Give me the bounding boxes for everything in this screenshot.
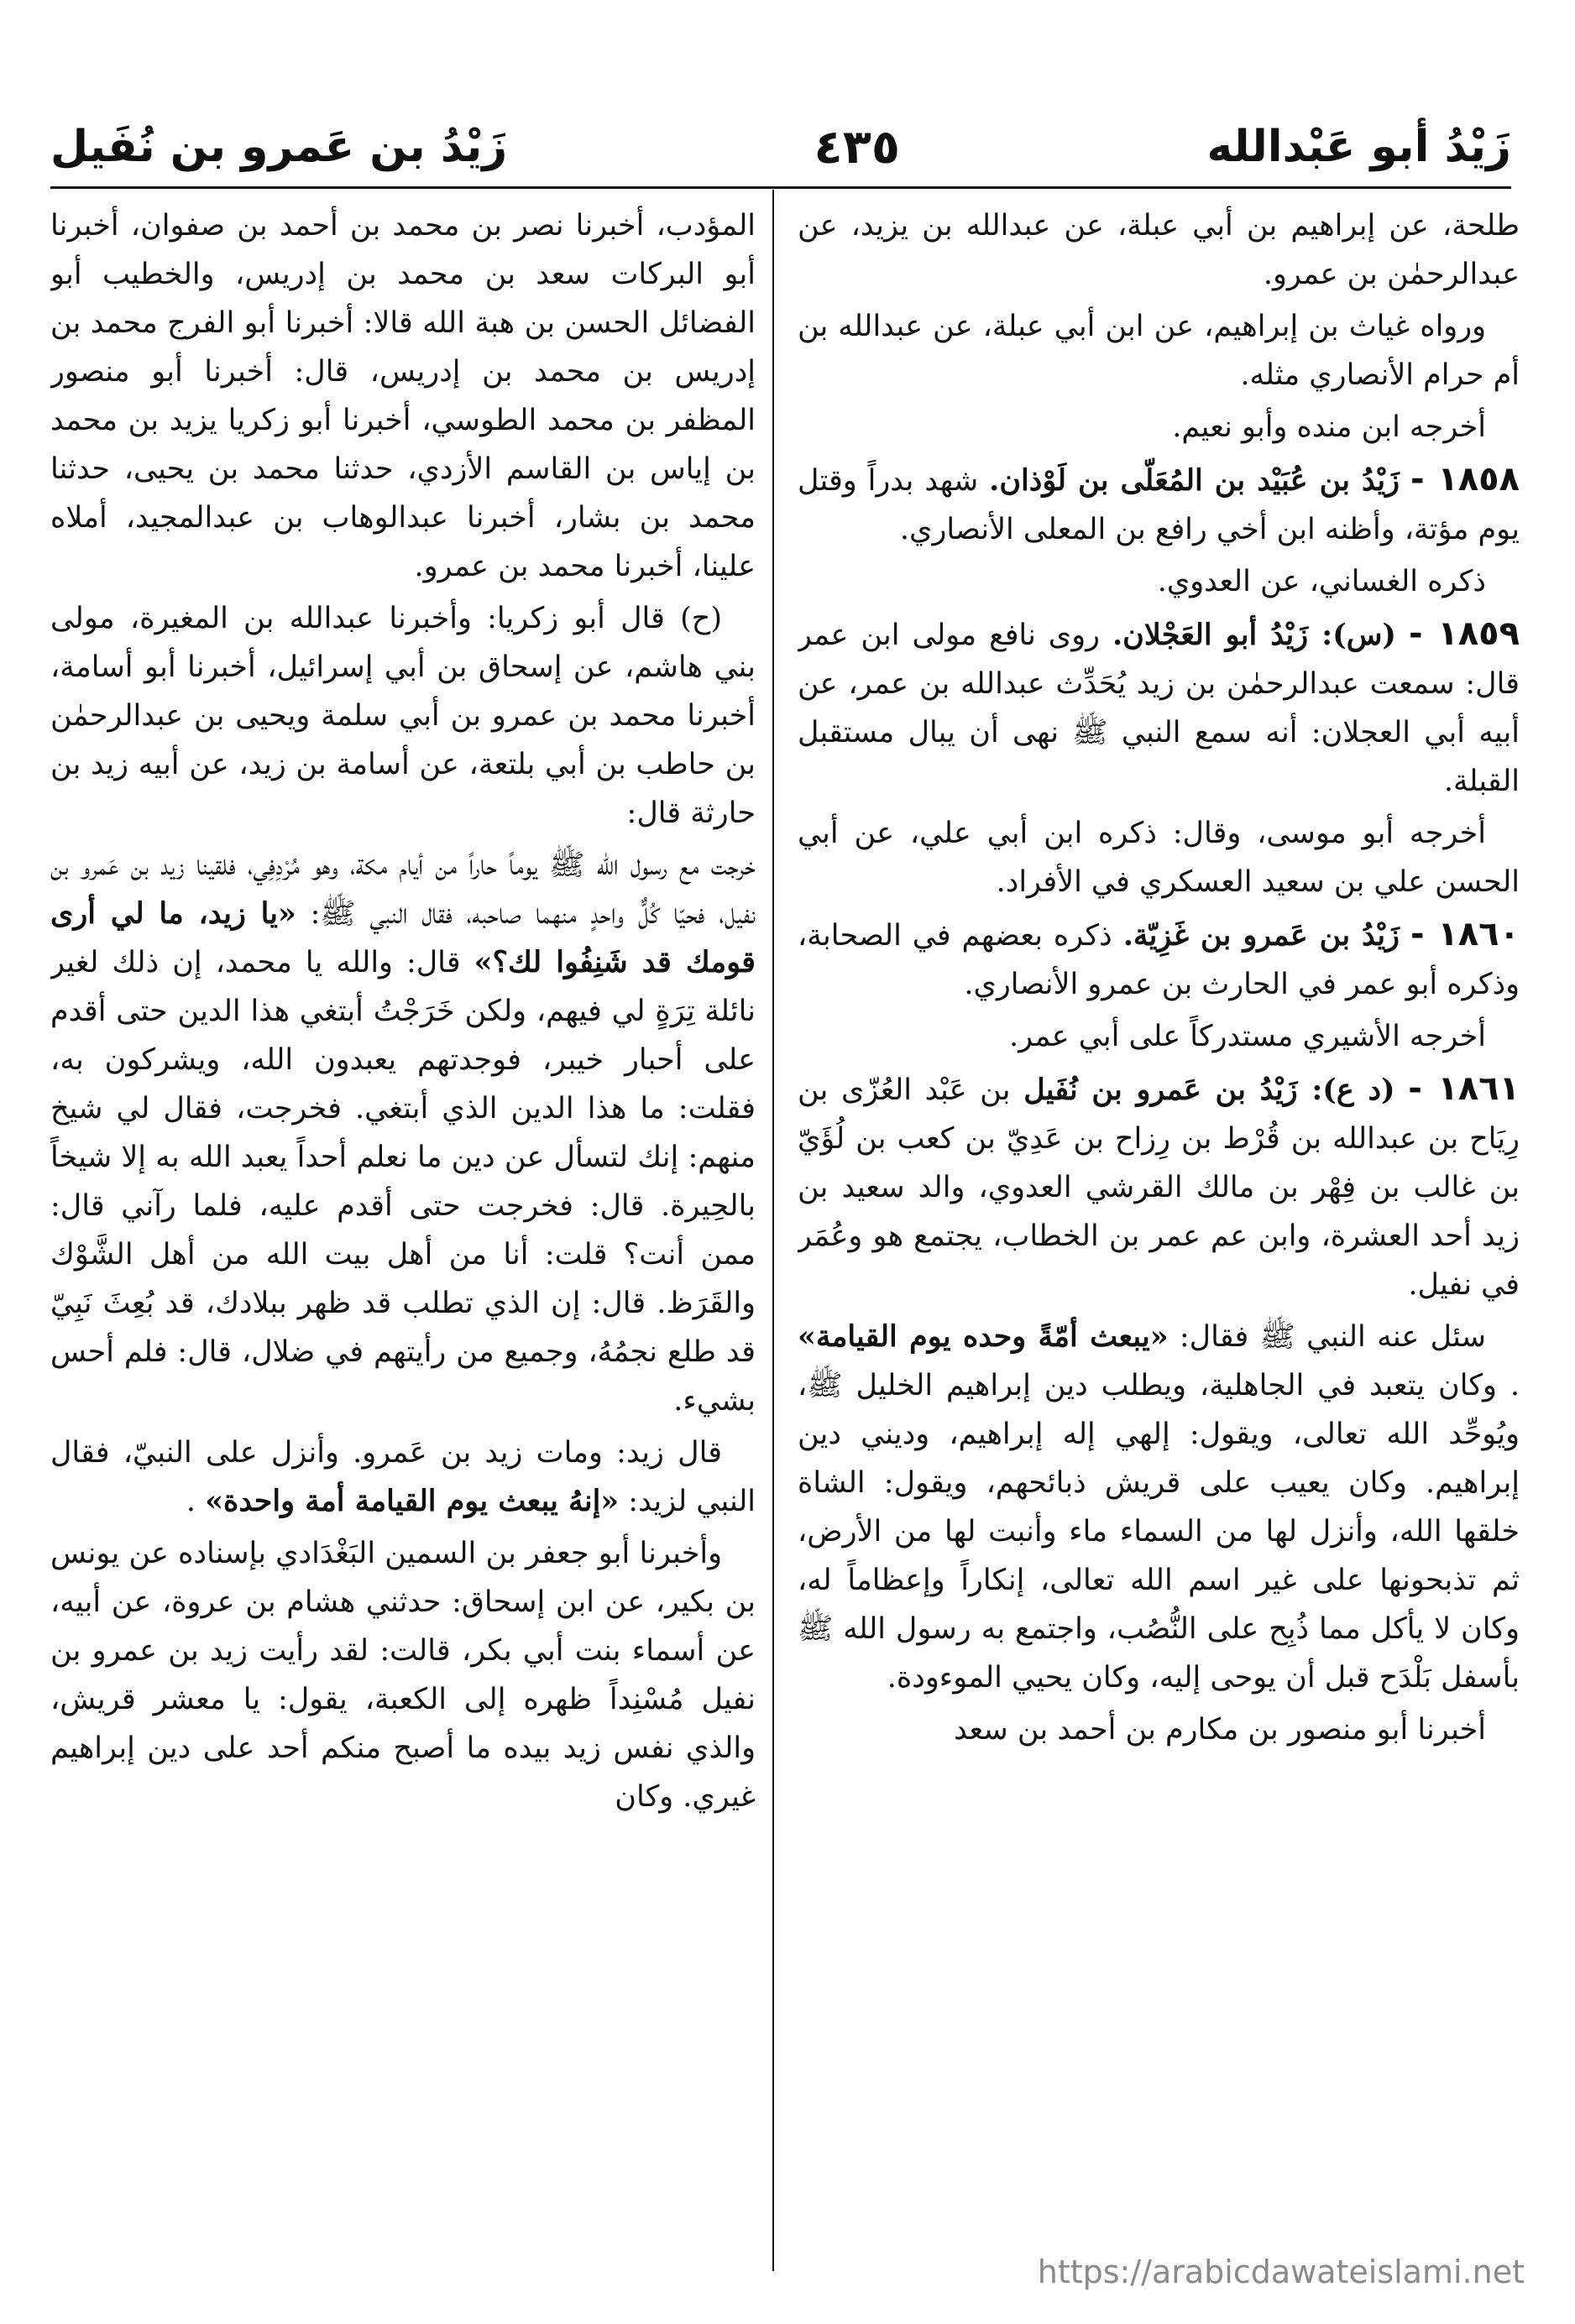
hadith-quote: «يبعث أمّةً وحده يوم القيامة»: [798, 1319, 1169, 1354]
page-number: ٤٣٥: [814, 119, 901, 175]
entry-1860: [798, 910, 1520, 1009]
paragraph: وأخبرنا أبو جعفر بن السمين البَغْدَادي بإسناده عن يونس بن بكير، عن ابن إسحاق: حدثني هشام بن عروة، عن أبيه، عن أسماء بنت أبي بكر، قالت: لقد رأيت زيد بن عمرو بن نفيل مُسْنِداً ظهره إلى الكعبة، يقول: يا معشر قريش، والذي نفس زيد بيده ما أصبح منكم أحد على دين إبراهيم غيري. وكان: [50, 1537, 756, 1814]
text-run: قال: والله يا محمد، إن ذلك لغير نائلة تِرَةٍ لي فيهم، ولكن خَرَجْتُ أبتغي هذا الدين حتى أقدم على أحبار خيبر، فوجدتهم يعبدون الله، ويشركون به، فقلت: ما هذا الدين الذي أبتغي. فخرجت، فقال لي شيخ منهم: إنك لتسأل عن دين ما نعلم أحداً يعبد الله به إلا شيخاً بالحِيرة. قال: فخرجت حتى أقدم عليه، فلما رآني قال: ممن أنت؟ قلت: أنا من أهل بيت الله من أهل الشَّوْك والقَرَظ. قال: إن الذي تطلب قد ظهر ببلادك، قد بُعِثَ نَبِيّ قد طلع نجمُهُ، وجميع من رأيتهم في ضلال، قال: فلم أحس بشيء.: [50, 946, 756, 1418]
entry-number: ١٨٦١ -: [1408, 1069, 1520, 1108]
entry-text: شهد بدراً وقتل يوم مؤتة، وأظنه ابن أخي رافع بن المعلى الأنصاري.: [798, 464, 1520, 546]
paragraph: أخرجه الأشيري مستدركاً على أبي عمر.: [1009, 1020, 1486, 1053]
entry-number: ١٨٥٨ -: [1410, 460, 1520, 499]
right-column: [798, 201, 1520, 2274]
paragraph: طلحة، عن إبراهيم بن أبي عبلة، عن عبدالله بن يزيد، عن عبدالرحمٰن بن عمرو.: [798, 209, 1520, 291]
paragraph: أخبرنا أبو منصور بن مكارم بن أحمد بن سعد: [954, 1713, 1486, 1747]
paragraph: (ح) قال أبو زكريا: وأخبرنا عبدالله بن المغيرة، مولى بني هاشم، عن إسحاق بن أبي إسرائيل، أخبرنا أبو أسامة، أخبرنا محمد بن عمرو بن أبي سلمة ويحيى بن عبدالرحمٰن بن حاطب بن أبي بلتعة، عن أسامة بن زيد، عن أبيه زيد بن حارثة قال:: [50, 602, 756, 830]
paragraph: [50, 1428, 756, 1526]
text-run: سئل عنه النبي ﷺ فقال:: [1168, 1320, 1486, 1354]
paragraph: [50, 841, 756, 1425]
paragraph: المؤدب، أخبرنا نصر بن محمد بن أحمد بن صفوان، أخبرنا أبو البركات سعد بن محمد بن إدريس، والخطيب أبو الفضائل الحسن بن هبة الله قالا: أخبرنا أبو الفرج محمد بن إدريس بن محمد بن إدريس، قال: أخبرنا أبو منصور المظفر بن محمد الطوسي، أخبرنا أبو زكريا يزيد بن محمد بن إياس بن القاسم الأزدي، حدثنا محمد بن يحيى، حدثنا محمد بن بشار، أخبرنا عبدالوهاب بن عبدالمجيد، أملاه علينا، أخبرنا محمد بن عمرو.: [50, 209, 756, 583]
header-left-title: زَيْدُ بن عَمرو بن نُفَيل: [50, 122, 508, 172]
entry-1858: [798, 455, 1520, 554]
paragraph: [798, 1313, 1520, 1702]
entry-number: ١٨٥٩ -: [1408, 614, 1520, 653]
entry-text: ذكره بعضهم في الصحابة، وذكره أبو عمر في الحارث بن عمرو الأنصاري.: [798, 919, 1520, 1001]
paragraph: أخرجه أبو موسى، وقال: ذكره ابن أبي علي، عن أبي الحسن علي بن سعيد العسكري في الأفراد.: [798, 817, 1520, 899]
entry-title: (د ع): زَيْدُ بن عَمرو بن نُفَيل: [1023, 1073, 1395, 1107]
header-right-title: زَيْدُ أبو عَبْدالله: [1206, 122, 1511, 172]
entry-title: (س): زَيْدُ أبو العَجْلان.: [1112, 618, 1396, 652]
left-column: [50, 201, 756, 2274]
text-run: خرجت مع رسول الله ﷺ يوماً حاراً من أيام مكة، وهو مُرْدِفِي، فلقينا زيد بن عَمرو بن نفيل، فحيّا كُلٌّ واحدٍ منهما صاحبه، فقال النبي ﷺ:: [50, 849, 756, 931]
paragraph: ورواه غياث بن إبراهيم، عن ابن أبي عبلة، عن عبدالله بن أم حرام الأنصاري مثله.: [798, 310, 1520, 392]
header-rule: [50, 186, 1511, 189]
text-run: قال زيد: ومات زيد بن عَمرو. وأنزل على النبيّ، فقال النبي لزيد:: [50, 1436, 756, 1518]
entry-1859: [798, 609, 1520, 806]
running-header: [50, 101, 1511, 193]
entry-text: بن عَبْد العُزّى بن رِيَاح بن عبدالله بن قُرْط بن رِزاح بن عَدِيّ بن كعب بن لُؤَيّ بن غالب بن فِهْر بن مالك القرشي العدوي، والد سعيد بن زيد أحد العشرة، وابن عم عمر بن الخطاب، يجتمع هو وعُمَر في نفيل.: [798, 1073, 1520, 1302]
column-divider: [772, 190, 774, 2271]
paragraph: أخرجه ابن منده وأبو نعيم.: [1172, 410, 1486, 444]
entry-text: روى نافع مولى ابن عمر قال: سمعت عبدالرحمٰن بن زيد يُحَدِّث عبدالله بن عمر، عن أبيه أبي العجلان: أنه سمع النبي ﷺ نهى أن يبال مستقبل القبلة.: [798, 619, 1520, 798]
watermark-url: https://arabicdawateislami.net: [1037, 2253, 1525, 2290]
hadith-quote: «يا زيد، ما لي أرى قومك قد شَنِفُوا لك؟»: [50, 896, 756, 979]
entry-title: زَيْدُ بن عُبَيْد بن المُعَلّى بن لَوْذان.: [989, 463, 1400, 498]
text-run: . وكان يتعبد في الجاهلية، ويطلب دين إبراهيم الخليل ﷺ، ويُوحِّد الله تعالى، ويقول: إلهي إله إبراهيم، وديني دين إبراهيم. وكان يعيب على قريش ذبائحهم، ويقول: الشاة خلقها الله، وأنزل لها من السماء ماء وأنبت لها من الأرض، ثم تذبحونها على غير اسم الله تعالى، إنكاراً وإعظاماً له، وكان لا يأكل مما ذُبِح على النُّصُب، واجتمع به رسول الله ﷺ بأسفل بَلْدَح قبل أن يوحى إليه، وكان يحيي الموءودة.: [798, 1369, 1520, 1695]
entry-1861: [798, 1064, 1520, 1309]
paragraph: ذكره الغساني، عن العدوي.: [1157, 565, 1486, 598]
entry-number: ١٨٦٠ -: [1410, 915, 1520, 953]
text-run: .: [186, 1485, 196, 1518]
hadith-quote: «إنهُ يبعث يوم القيامة أمة واحدة»: [205, 1484, 620, 1518]
entry-title: زَيْدُ بن عَمرو بن غَزِيّة.: [1122, 918, 1400, 953]
